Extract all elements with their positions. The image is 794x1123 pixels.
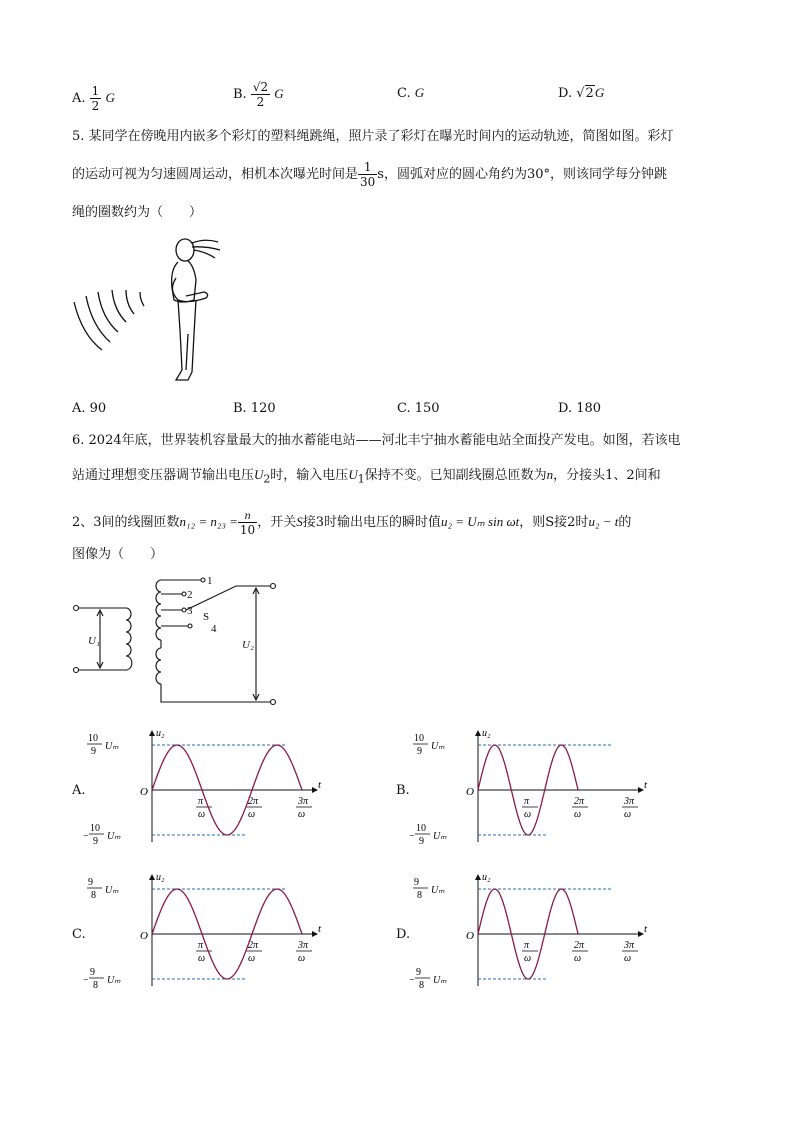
q4-option-d[interactable]: D. √2G (558, 85, 605, 101)
tap-1-contact (201, 578, 205, 582)
light-trail-arc (86, 296, 110, 342)
switch-label: S (203, 611, 210, 623)
amp-den-label: 9 (417, 746, 422, 757)
leg-gap (186, 334, 188, 370)
amp-num-label: 10 (88, 733, 98, 744)
tick-den-label: ω (524, 809, 532, 820)
amp-unit-label: Uₘ (105, 885, 119, 896)
terminal (271, 700, 276, 705)
primary-wire (78, 608, 126, 670)
neg-amp-den-label: 9 (93, 836, 98, 847)
tick-num-label: 3π (298, 940, 309, 951)
neg-amp-den-label: 8 (93, 980, 98, 991)
tick-den-label: ω (198, 809, 206, 820)
primary-coil (126, 608, 132, 670)
tick-num-label: 2π (574, 796, 585, 807)
u-axis-label: u₂ (156, 872, 165, 883)
neg-amp-unit-label: Uₘ (433, 975, 447, 986)
q6-line-4: 图像为（ ） (72, 547, 164, 562)
terminal (74, 606, 79, 611)
tap-label-2: 2 (187, 589, 193, 601)
neg-amp-den-label: 9 (419, 836, 424, 847)
graph-b[interactable] (396, 724, 656, 854)
neg-sign-label: − (409, 831, 415, 842)
q5-line-1: 5. 某同学在傍晚用内嵌多个彩灯的塑料绳跳绳，照片录了彩灯在曝光时间内的运动轨迹，简图如图。彩灯 (72, 129, 674, 144)
terminal (74, 668, 79, 673)
tick-den-label: ω (624, 953, 632, 964)
q5-option-c[interactable]: C. 150 (397, 401, 440, 416)
tick-num-label: π (524, 796, 530, 807)
amp-unit-label: Uₘ (431, 741, 445, 752)
amp-den-label: 8 (91, 890, 96, 901)
u-axis-arrow (475, 730, 481, 736)
neg-sign-label: − (409, 975, 415, 986)
graph-d[interactable] (396, 868, 656, 998)
q6-line-3: 2、3间的线圈匝数n₁₂ = n₂₃ = $\frac{n}{10}$ ，开关S接3时输出电压的瞬时值u₂ = Uₘ sin ωt，则S接2时u₂ − t的 (72, 508, 632, 537)
neg-amp-den-label: 8 (419, 980, 424, 991)
tick-den-label: ω (298, 809, 306, 820)
secondary-coil-lower (156, 648, 161, 684)
tick-den-label: ω (524, 953, 532, 964)
neg-amp-num-label: 9 (90, 967, 95, 978)
neg-amp-unit-label: Uₘ (433, 831, 447, 842)
tick-num-label: π (524, 940, 530, 951)
amp-unit-label: Uₘ (105, 741, 119, 752)
tick-den-label: ω (248, 809, 256, 820)
q6-line-2: 站通过理想变压器调节输出电压$U_2$时，输入电压$U_1$保持不变。已知副线圈总匝数为n，分接头1、2间和 (72, 467, 661, 486)
q6-line-1: 6. 2024年底，世界装机容量最大的抽水蓄能电站——河北丰宁抽水蓄能电站全面投产发电。如图，若该电 (72, 433, 681, 448)
secondary-bottom-wire (161, 684, 271, 702)
origin-label: O (140, 930, 148, 942)
neg-sign-label: − (83, 975, 89, 986)
graph-plot (410, 868, 650, 998)
graph-a[interactable] (70, 724, 330, 854)
q5-line-2: 的运动可视为匀速圆周运动，相机本次曝光时间是 $\frac{1}{30}$ s，圆弧对应的圆心角约为30°，则该同学每分钟跳 (72, 160, 668, 189)
graph-plot (84, 724, 324, 854)
neg-amp-unit-label: Uₘ (107, 975, 121, 986)
light-trail-arc (126, 290, 134, 314)
neg-amp-unit-label: Uₘ (107, 831, 121, 842)
graph-plot (410, 724, 650, 854)
neg-amp-num-label: 10 (416, 823, 426, 834)
terminal (271, 584, 276, 589)
light-trail-arc (140, 292, 144, 306)
tap-label-3: 3 (187, 605, 193, 617)
tick-num-label: 2π (248, 796, 259, 807)
t-axis-label: t (644, 923, 648, 935)
transformer-circuit (66, 572, 286, 712)
u-axis-arrow (475, 874, 481, 880)
tick-num-label: 3π (624, 940, 635, 951)
amp-den-label: 8 (417, 890, 422, 901)
tick-num-label: 2π (574, 940, 585, 951)
u-axis-arrow (149, 874, 155, 880)
hair (192, 240, 220, 258)
graph-letter: A. (72, 783, 86, 798)
tick-num-label: 2π (248, 940, 259, 951)
tap-label-4: 4 (211, 623, 217, 635)
u2-arrow (253, 588, 259, 700)
tick-den-label: ω (574, 809, 582, 820)
light-trail-arc (112, 290, 126, 322)
tick-num-label: 3π (624, 796, 635, 807)
tick-den-label: ω (624, 809, 632, 820)
amp-den-label: 9 (91, 746, 96, 757)
tick-num-label: π (198, 796, 204, 807)
q4-option-b[interactable]: B. $\frac{√2}{2}$ G (233, 80, 284, 109)
neg-amp-num-label: 10 (90, 823, 100, 834)
t-axis-label: t (318, 923, 322, 935)
graph-c[interactable] (70, 868, 330, 998)
secondary-coil-upper (156, 580, 161, 640)
tick-num-label: π (198, 940, 204, 951)
graph-letter: C. (72, 927, 86, 942)
q5-option-a[interactable]: A. 90 (72, 401, 107, 416)
light-trail-arc (74, 302, 102, 350)
arm (172, 278, 207, 302)
q5-line-3: 绳的圈数约为（ ） (72, 205, 203, 220)
graph-letter: D. (396, 927, 411, 942)
origin-label: O (466, 930, 474, 942)
amp-unit-label: Uₘ (431, 885, 445, 896)
switch-blade (186, 586, 271, 610)
u-axis-label: u₂ (482, 872, 491, 883)
graph-letter: B. (396, 783, 410, 798)
u-axis-label: u₂ (156, 728, 165, 739)
tap-3-contact (182, 608, 186, 612)
light-trail-arc (98, 292, 118, 332)
q5-option-b[interactable]: B. 120 (233, 401, 276, 416)
amp-num-label: 9 (414, 877, 419, 888)
origin-label: O (466, 786, 474, 798)
q4-option-c[interactable]: C. G (397, 85, 425, 101)
head (176, 239, 194, 261)
tick-num-label: 3π (298, 796, 309, 807)
graph-plot (84, 868, 324, 998)
tap-4-contact (188, 624, 192, 628)
tap-2-contact (182, 592, 186, 596)
origin-label: O (140, 786, 148, 798)
amp-num-label: 10 (414, 733, 424, 744)
t-axis-label: t (318, 779, 322, 791)
u2-label: U₂ (242, 639, 254, 651)
neg-amp-num-label: 9 (416, 967, 421, 978)
tap-label-1: 1 (207, 575, 213, 587)
tick-den-label: ω (198, 953, 206, 964)
u-axis-arrow (149, 730, 155, 736)
u-axis-label: u₂ (482, 728, 491, 739)
amp-num-label: 9 (88, 877, 93, 888)
tick-den-label: ω (298, 953, 306, 964)
neg-sign-label: − (83, 831, 89, 842)
u1-label: U₁ (88, 635, 100, 647)
jump-rope-figure (60, 230, 250, 390)
t-axis-label: t (644, 779, 648, 791)
tick-den-label: ω (574, 953, 582, 964)
tick-den-label: ω (248, 953, 256, 964)
q5-option-d[interactable]: D. 180 (558, 401, 602, 416)
q4-option-a[interactable]: A. $\frac{1}{2}$ G (72, 84, 115, 113)
tap-wires (161, 580, 201, 626)
